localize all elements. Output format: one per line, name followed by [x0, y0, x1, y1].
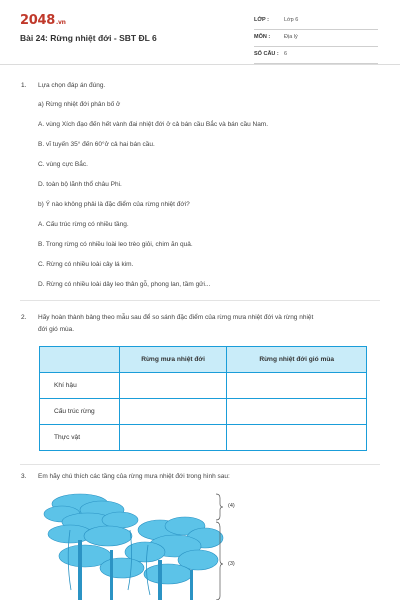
table-cell-input[interactable]: [119, 399, 227, 425]
rainforest-layers-illustration: [40, 490, 270, 600]
question-1b-option-d[interactable]: D. Rừng có nhiều loài dây leo thân gỗ, phong lan, tầm gửi...: [38, 281, 211, 288]
question-1a-option-c[interactable]: C. vùng cực Bắc.: [38, 161, 88, 168]
question-2-prompt-line-1: Hãy hoàn thành bảng theo mẫu sau để so sánh đặc điểm của rừng mưa nhiệt đới và rừng nhiệt: [38, 314, 314, 321]
question-divider: [20, 300, 380, 301]
table-cell-input[interactable]: [119, 425, 227, 451]
logo-suffix: .vn: [55, 19, 66, 26]
page-header: [0, 0, 400, 64]
table-row-label: Cấu trúc rừng: [40, 399, 120, 425]
header-divider: [0, 64, 400, 65]
question-1a-stem: a) Rừng nhiệt đới phân bố ở: [38, 101, 121, 108]
question-3-prompt: Em hãy chú thích các tầng của rừng mưa nhiệt đới trong hình sau:: [38, 473, 230, 480]
meta-row-count: [254, 47, 378, 64]
table-row: [40, 373, 367, 399]
table-header-row: [40, 347, 367, 373]
question-1a-option-a[interactable]: A. vùng Xích đạo đến hết vành đai nhiệt đới ở cả bán cầu Bắc và bán cầu Nam.: [38, 121, 269, 128]
layer-label-3: (3): [228, 561, 235, 567]
question-3-number: 3.: [21, 473, 27, 480]
question-2-number: 2.: [21, 314, 27, 321]
table-row-label: Khí hậu: [40, 373, 120, 399]
table-cell-input[interactable]: [227, 373, 367, 399]
question-1a-option-d[interactable]: D. toàn bộ lãnh thổ châu Phi.: [38, 181, 122, 188]
meta-key: MÔN :: [254, 34, 271, 40]
table-cell-input[interactable]: [227, 425, 367, 451]
meta-row-subject: [254, 30, 378, 47]
table-row: [40, 425, 367, 451]
question-divider: [20, 464, 380, 465]
table-header-empty: [40, 347, 120, 373]
table-row: [40, 399, 367, 425]
site-logo[interactable]: [20, 13, 66, 28]
question-1-prompt: Lựa chọn đáp án đúng.: [38, 82, 106, 89]
logo-main: 2048: [20, 13, 55, 28]
meta-key: LỚP :: [254, 17, 269, 23]
table-header-monsoon-forest: Rừng nhiệt đới gió mùa: [227, 347, 367, 373]
table-header-rainforest: Rừng mưa nhiệt đới: [119, 347, 227, 373]
question-2-prompt-line-2: đới gió mùa.: [38, 326, 75, 333]
question-1b-option-a[interactable]: A. Cấu trúc rừng có nhiều tầng.: [38, 221, 129, 228]
meta-row-class: [254, 13, 378, 30]
meta-value: 6: [284, 51, 288, 57]
question-1a-option-b[interactable]: B. vĩ tuyến 35° đến 60°ở cả hai bán cầu.: [38, 141, 155, 148]
table-cell-input[interactable]: [227, 399, 367, 425]
comparison-table: [39, 346, 367, 451]
question-1b-stem: b) Ý nào không phải là đặc điểm của rừng nhiệt đới?: [38, 201, 190, 208]
meta-value: Lớp 6: [284, 17, 299, 23]
page-title: Bài 24: Rừng nhiệt đới - SBT ĐL 6: [20, 33, 157, 43]
question-1b-option-c[interactable]: C. Rừng có nhiều loài cây lá kim.: [38, 261, 134, 268]
question-1-number: 1.: [21, 82, 27, 89]
question-1b-option-b[interactable]: B. Trong rừng có nhiều loài leo trèo giỏi, chim ăn quả.: [38, 241, 193, 248]
table-cell-input[interactable]: [119, 373, 227, 399]
layer-label-4: (4): [228, 503, 235, 509]
table-row-label: Thực vật: [40, 425, 120, 451]
meta-value: Địa lý: [284, 34, 298, 40]
meta-info: [254, 13, 378, 64]
meta-key: SỐ CÂU :: [254, 51, 279, 57]
